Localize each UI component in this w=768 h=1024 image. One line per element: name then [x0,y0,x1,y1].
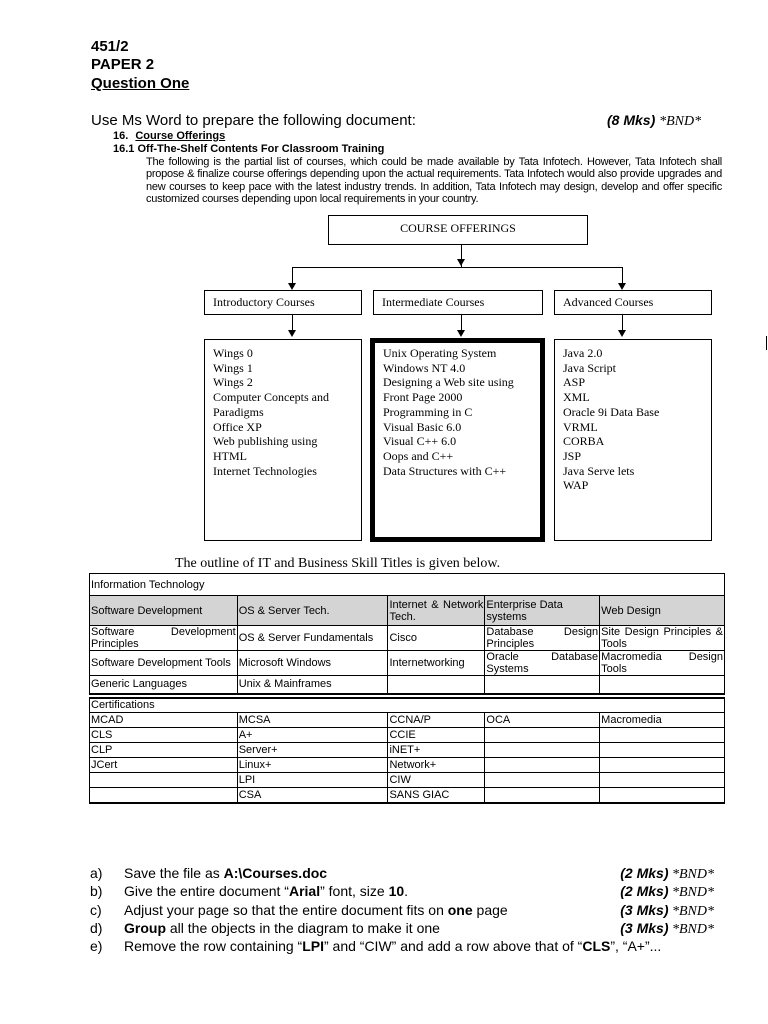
course-item: Visual Basic 6.0 [383,419,462,434]
course-item: Unix Operating System [383,346,497,360]
task-text-part: ” font, size [320,883,389,900]
course-item: Wings 1 [213,360,253,375]
table-cell [600,788,725,803]
course-item: HTML [213,448,247,463]
root-box: COURSE OFFERINGS [328,215,588,245]
table-header-row [90,596,725,626]
instruction-marks [607,112,701,130]
section-heading: 16. Course Offerings [113,130,226,142]
course-item: Java Script [563,360,616,375]
course-item: Front Page 2000 [383,390,463,405]
table-cell: Oracle Database Systems [486,651,599,675]
table-cell: Software Development Tools [90,651,238,676]
table-cell: Certifications [90,698,725,713]
course-item: WAP [563,478,589,493]
task-text-part: page [472,901,508,918]
table-row [90,758,725,773]
marks-value: (3 Mks) [620,901,669,918]
table-row [90,788,725,803]
table-cell: Software Development [90,596,238,626]
table-cell [485,788,600,803]
branch-title-advanced: Advanced Courses [554,290,712,315]
table-cell: Macromedia [600,713,725,728]
task-text-part: Save the file as [124,865,224,881]
task-text-part: . [404,883,409,900]
table-cell: OS & Server Fundamentals [237,626,388,651]
bnd-tag: *BND* [659,114,702,129]
table-cell: Macromedia Design Tools [601,651,723,675]
table-cell: Internetworking [388,651,485,676]
course-item: Data Structures with C++ [383,463,507,478]
table-cell [388,676,485,694]
task-text-part: Arial [288,883,321,900]
exam-code: 451/2 [91,38,129,55]
table-cell [600,743,725,758]
table-cell: CIW [388,773,485,788]
advanced-course-list [554,339,712,541]
course-item: CORBA [563,434,605,449]
paper-title: PAPER 2 [91,56,155,73]
table-cell: LPI [237,773,388,788]
table-cell [485,773,600,788]
branch-title-intermediate: Intermediate Courses [373,290,543,315]
intro-paragraph: The following is the partial list of courses, which could be made available by Tata Infotech. However, Tata Infotech shall propose & finalize course offerings depending upon the actual requirements. Tata Infotech would also provide upgrades and new courses to keep pace with the latest industry trends. In addition, Tata Infotech may design, develop and offer specific customized courses depending upon local requirements in your country. [146,156,722,206]
table-row [90,676,725,694]
table-cell: OCA [485,713,600,728]
table-cell: MCSA [237,713,388,728]
course-item: Computer Concepts and [213,390,329,405]
task-marks [620,882,714,902]
table-cell: Network+ [388,758,485,773]
connector [766,336,767,350]
connector [461,315,462,331]
connector [292,315,293,331]
course-item: XML [563,390,590,405]
arrow-icon [457,259,465,266]
table-cell: CSA [237,788,388,803]
connector [292,267,623,268]
table-cell: SANS GIAC [388,788,485,803]
course-item: Programming in C [383,404,473,419]
table-cell [600,676,725,694]
table-cell [90,773,238,788]
table-cell [485,728,600,743]
task-letter: c) [90,901,102,918]
bnd-tag: *BND* [668,867,714,882]
table-row [90,743,725,758]
connector [622,267,623,284]
task-text-part: Group [124,919,166,936]
task-text-part: ”, “A+”... [610,938,662,955]
course-item: Oracle 9i Data Base [563,404,660,419]
task-marks [620,901,714,921]
table-cell: iNET+ [388,743,485,758]
table-cell: Internet & Network Tech. [388,596,485,626]
task-marks [620,919,714,939]
course-item: Visual C++ 6.0 [383,434,457,449]
connector [292,267,293,284]
outline-caption: The outline of IT and Business Skill Titles is given below. [175,556,501,571]
instruction-text: Use Ms Word to prepare the following document: [91,112,416,129]
table-row [90,713,725,728]
table-cell: Microsoft Windows [237,651,388,676]
table-cell: A+ [237,728,388,743]
table-cell [600,773,725,788]
question-title: Question One [91,75,190,92]
table-cell [485,743,600,758]
table-cell: Web Design [600,596,725,626]
table-cell: Unix & Mainframes [237,676,388,694]
table-cell: Site Design Principles & Tools [601,626,723,650]
task-letter: e) [90,938,103,955]
table-group-row [90,574,725,596]
table-row [90,626,725,651]
course-item: Web publishing using [213,434,318,449]
task-marks [620,864,714,884]
course-item: Paradigms [213,404,264,419]
table-row [90,728,725,743]
introductory-course-list [204,339,362,541]
task-item [90,919,714,937]
course-item: Java 2.0 [563,346,603,360]
course-item: JSP [563,448,582,463]
bnd-tag: *BND* [668,921,714,937]
arrow-icon [288,283,296,290]
subsection-title: Off-The-Shelf Contents For Classroom Training [137,143,385,155]
section-title: Course Offerings [135,130,226,142]
arrow-icon [618,330,626,337]
skills-table [89,573,725,804]
task-text-part: Remove the row containing “ [124,938,303,955]
arrow-icon [457,330,465,337]
table-cell: CCNA/P [388,713,485,728]
marks-value: (2 Mks) [620,883,669,900]
marks-value: (3 Mks) [620,919,669,936]
task-item [90,864,714,882]
table-cell: CLP [90,743,238,758]
marks-value: (8 Mks) [607,112,656,128]
task-letter: d) [90,919,103,936]
table-cell [485,758,600,773]
task-text-part: CLS [582,938,611,955]
task-text-part: 10 [388,883,405,900]
table-cell [90,788,238,803]
task-text-part: all the objects in the diagram to make it one [166,919,440,936]
table-cell: Linux+ [237,758,388,773]
course-item: VRML [563,419,598,434]
course-item: Windows NT 4.0 [383,360,466,375]
table-cell [600,728,725,743]
task-text [124,882,408,900]
arrow-icon [288,330,296,337]
marks-value: (2 Mks) [620,865,669,881]
table-cell: Database Design Principles [486,626,599,650]
table-group-row [90,698,725,713]
course-item: Office XP [213,419,262,434]
bnd-tag: *BND* [668,903,714,919]
intermediate-course-list [370,338,545,542]
course-item: Internet Technologies [213,463,317,478]
table-cell: MCAD [90,713,238,728]
task-item [90,882,714,900]
table-row [90,651,725,676]
task-text [124,919,440,937]
task-text-part: Give the entire document “ [124,883,289,900]
table-cell: Cisco [388,626,485,651]
task-text-part: LPI [302,938,324,955]
table-cell: Information Technology [90,574,725,596]
course-item: Wings 2 [213,375,253,390]
task-text [124,901,508,919]
course-item: Oops and C++ [383,448,454,463]
table-cell: OS & Server Tech. [237,596,388,626]
course-item: Designing a Web site using [383,375,514,390]
task-text [124,864,327,882]
table-cell: Enterprise Data systems [485,596,600,626]
table-cell: Server+ [237,743,388,758]
task-text-part: one [447,901,473,918]
subsection-heading: 16.1 Off-The-Shelf Contents For Classroom Training [113,143,385,155]
task-letter: b) [90,883,103,900]
task-text [124,937,661,955]
task-text-part: Adjust your page so that the entire document fits on [124,901,448,918]
course-item: ASP [563,375,586,390]
table-cell: Generic Languages [90,676,238,694]
table-cell [600,758,725,773]
table-cell: JCert [90,758,238,773]
table-cell: Software Development Principles [91,626,236,650]
table-cell [485,676,600,694]
task-item [90,901,714,919]
task-letter: a) [90,865,103,881]
branch-title-introductory: Introductory Courses [204,290,362,315]
table-cell: CLS [90,728,238,743]
task-item [90,937,714,955]
table-cell: CCIE [388,728,485,743]
bnd-tag: *BND* [668,885,714,901]
task-text-part: ” and “CIW” and add a row above that of “ [323,938,583,955]
course-item: Java Serve lets [563,463,635,478]
task-text-part: A:\Courses.doc [223,865,328,881]
connector [622,315,623,331]
course-item: Wings 0 [213,346,253,360]
table-row [90,773,725,788]
arrow-icon [618,283,626,290]
